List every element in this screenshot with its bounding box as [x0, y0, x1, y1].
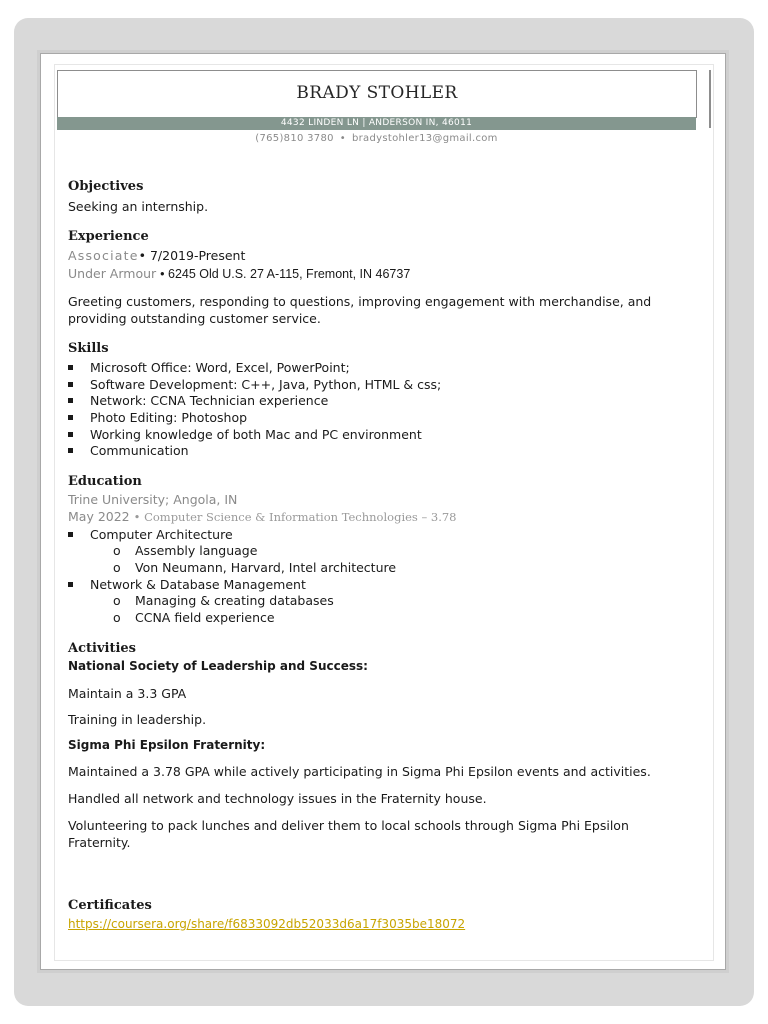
company-name: Under Armour [68, 266, 157, 281]
certificates-heading: Certificates [68, 898, 152, 913]
header-accent-line [709, 70, 711, 128]
job-title: Associate [68, 248, 139, 263]
contact-separator: • [339, 133, 346, 144]
degree-line [68, 509, 457, 524]
activities-heading: Activities [68, 641, 136, 656]
square-bullet-icon [68, 415, 73, 420]
activity-detail: Volunteering to pack lunches and deliver them to local schools through Sigma Phi Epsilon [68, 818, 629, 833]
activity-detail: Handled all network and technology issues in the Fraternity house. [68, 791, 487, 806]
education-heading: Education [68, 474, 142, 489]
contact-line [57, 133, 696, 144]
circle-bullet-icon: o [113, 560, 121, 575]
circle-bullet-icon: o [113, 593, 121, 608]
square-bullet-icon [68, 382, 73, 387]
square-bullet-icon [68, 432, 73, 437]
name-header-box [57, 70, 697, 118]
graduation-date: May 2022 [68, 509, 130, 524]
circle-bullet-icon: o [113, 543, 121, 558]
job-title-line [68, 248, 245, 263]
company-location: • 6245 Old U.S. 27 A-115, Fremont, IN 46737 [160, 267, 411, 281]
school-name: Trine University; Angola, IN [68, 492, 238, 507]
experience-heading: Experience [68, 229, 149, 244]
skills-heading: Skills [68, 341, 109, 356]
job-dates: • 7/2019-Present [138, 248, 246, 263]
email-address: bradystohler13@gmail.com [352, 133, 498, 144]
objectives-heading: Objectives [68, 179, 144, 194]
square-bullet-icon [68, 448, 73, 453]
job-description-line-2: providing outstanding customer service. [68, 311, 321, 326]
square-bullet-icon [68, 582, 73, 587]
square-bullet-icon [68, 365, 73, 370]
activity-org-1: National Society of Leadership and Success: [68, 659, 368, 673]
phone-number: (765)810 3780 [255, 133, 334, 144]
activity-detail: Maintained a 3.78 GPA while actively participating in Sigma Phi Epsilon events and activities. [68, 764, 651, 779]
address-bar: 4432 LINDEN LN | ANDERSON IN, 46011 [57, 117, 696, 130]
applicant-name: BRADY STOHLER [296, 83, 458, 103]
square-bullet-icon [68, 398, 73, 403]
job-description-line-1: Greeting customers, responding to questions, improving engagement with merchandise, and [68, 294, 652, 309]
objectives-text: Seeking an internship. [68, 199, 209, 214]
activity-detail: Training in leadership. [68, 712, 207, 727]
square-bullet-icon [68, 532, 73, 537]
activity-org-2: Sigma Phi Epsilon Fraternity: [68, 738, 266, 752]
company-line [68, 266, 410, 281]
degree-name: • Computer Science & Information Technologies – 3.78 [133, 510, 457, 524]
activity-detail-continued: Fraternity. [68, 835, 131, 850]
certificate-link[interactable]: https://coursera.org/share/f6833092db52033d6a17f3035be18072 [68, 917, 466, 931]
circle-bullet-icon: o [113, 610, 121, 625]
activity-detail: Maintain a 3.3 GPA [68, 686, 187, 701]
